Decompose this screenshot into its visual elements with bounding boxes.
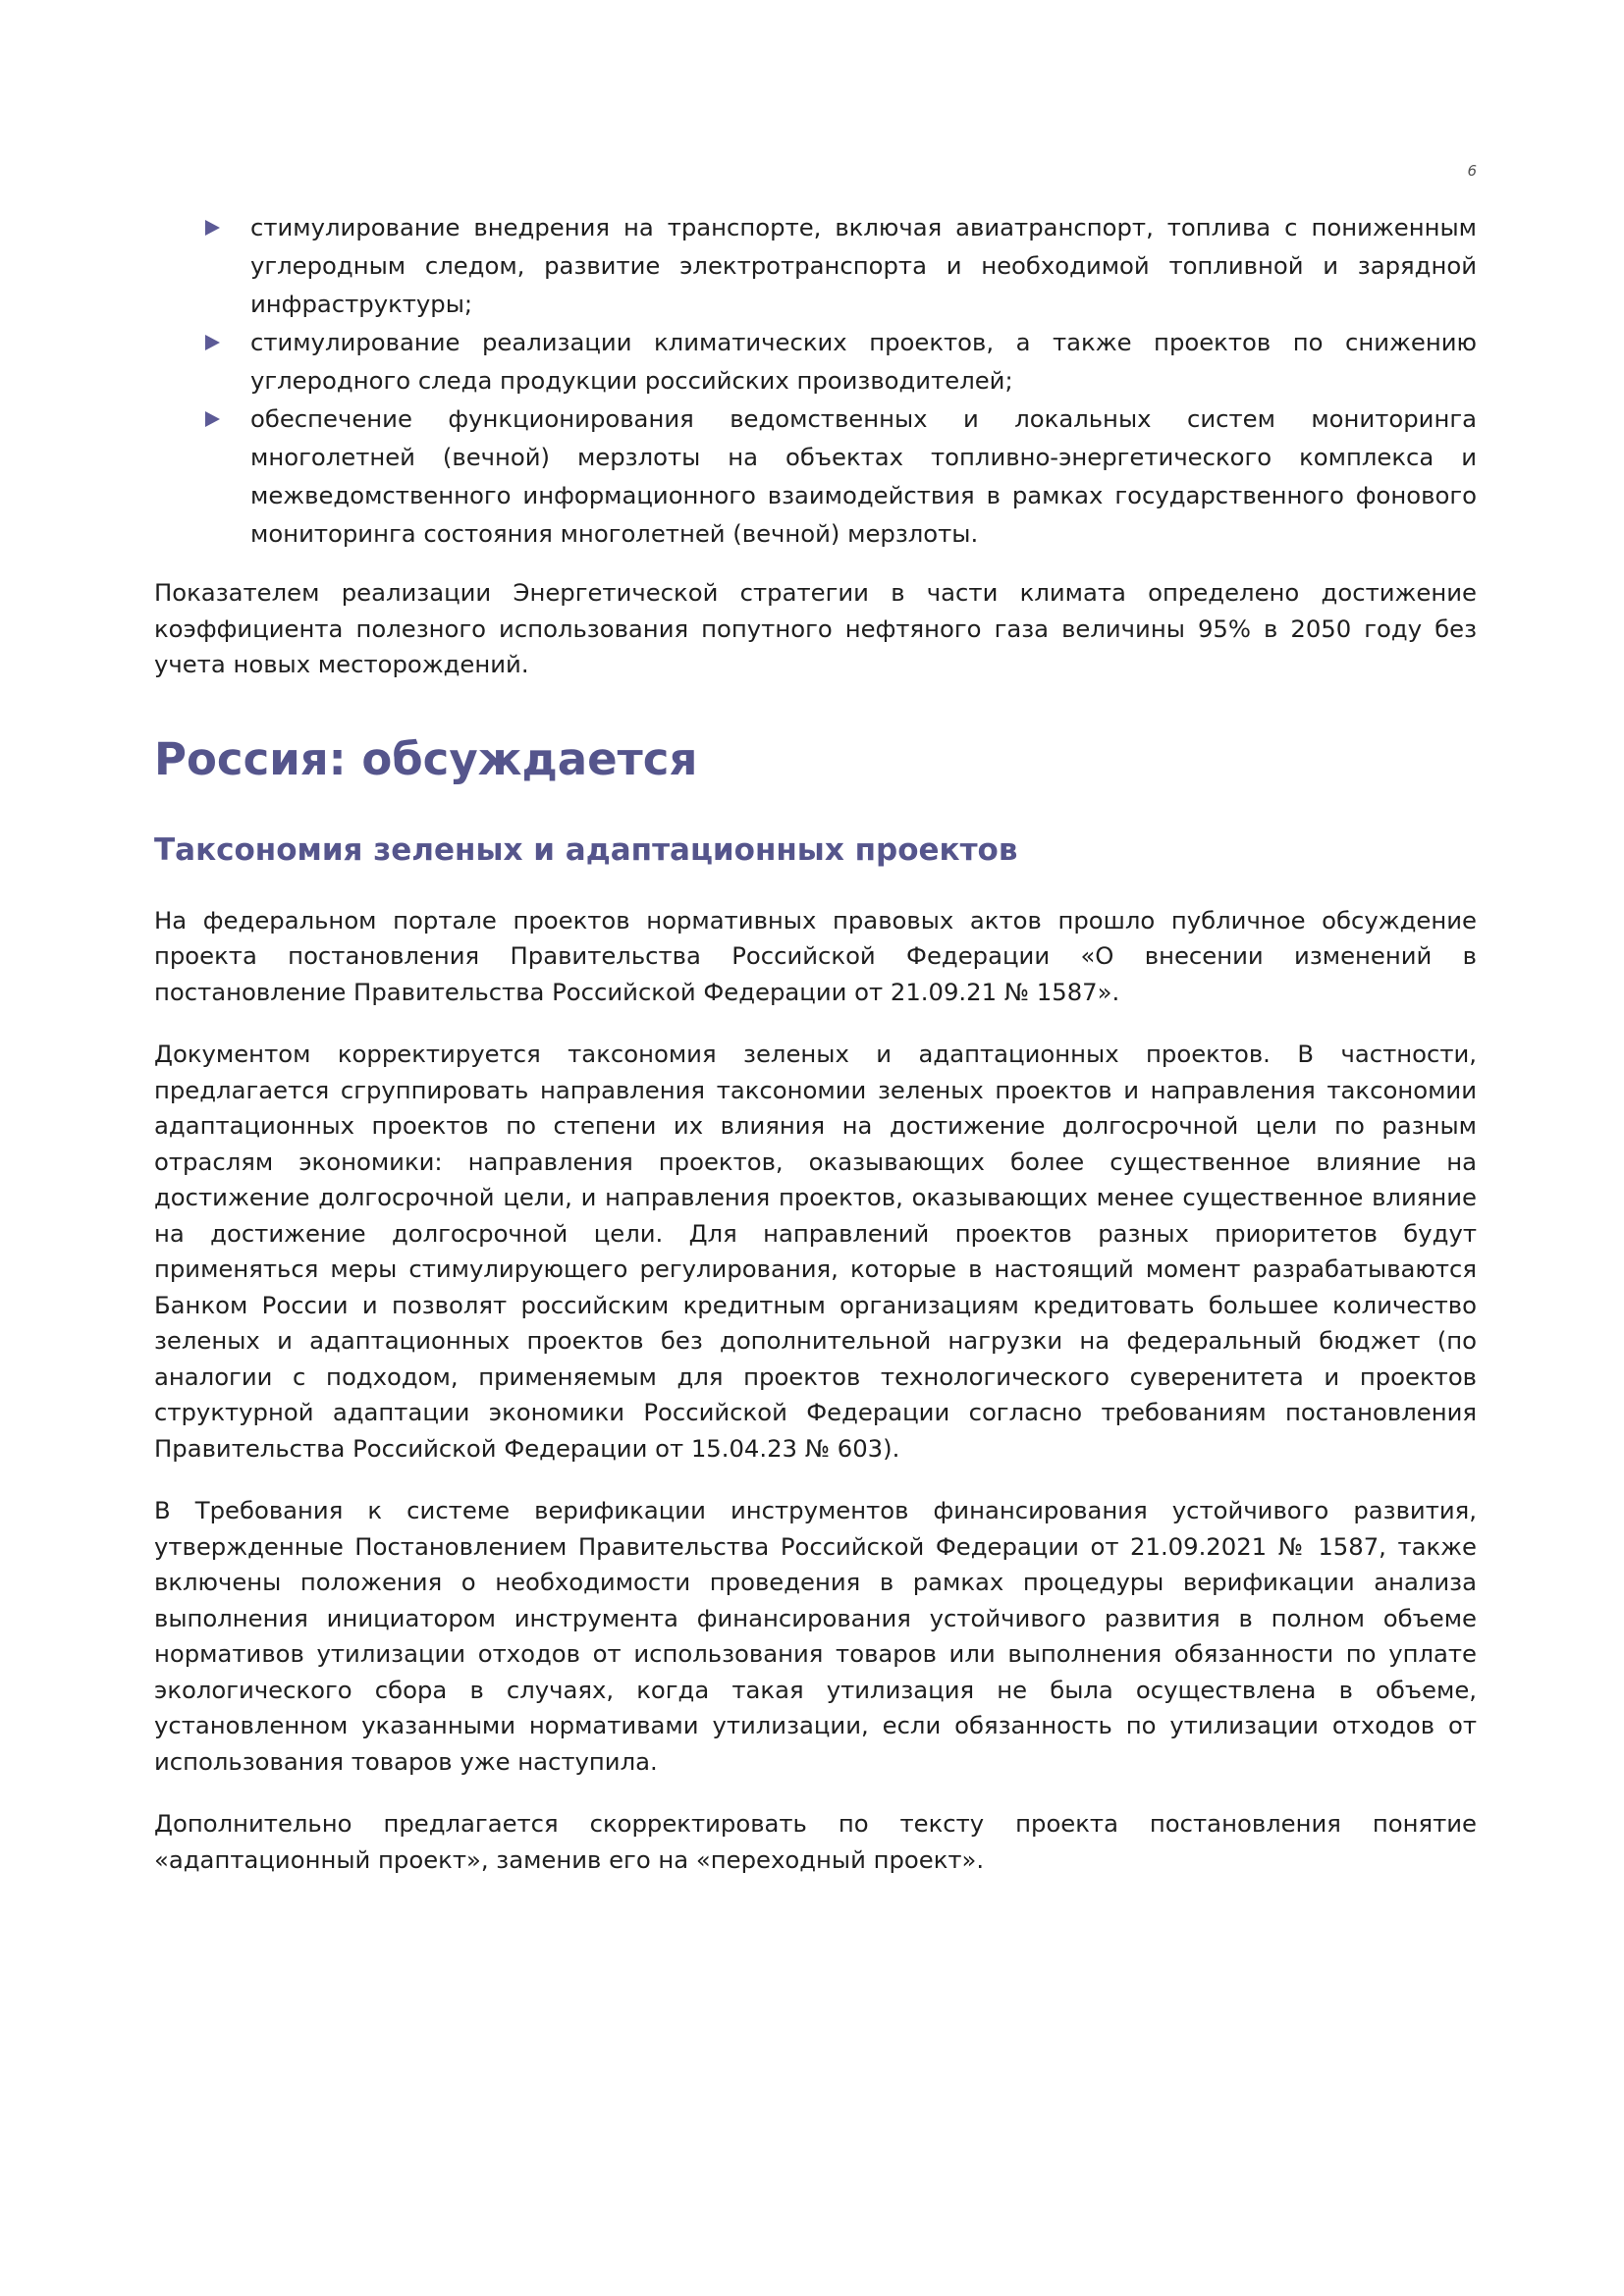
body-paragraph: В Требования к системе верификации инструментов финансирования устойчивого развития, утвержденные Постановлением Правительства Российской Федерации от 21.09.2021 № 1587, также включены положения о необходимости проведения в рамках процедуры верификации анализа выполнения инициатором инструмента финансирования устойчивого развития в полном объеме нормативов утилизации отходов от использования товаров или выполнения обязанности по уплате экологического сбора в случаях, когда такая утилизация не была осуществлена в объеме, установленном указанными нормативами утилизации, если обязанность по утилизации отходов от использования товаров уже наступила. xyxy=(154,1496,1477,1776)
list-item-text: стимулирование реализации климатических проектов, а также проектов по снижению углеродного следа продукции российских производителей; xyxy=(250,328,1477,395)
body-paragraph: Документом корректируется таксономия зеленых и адаптационных проектов. В частности, предлагается сгруппировать направления таксономии зеленых проектов и направления таксономии адаптационных проектов по степени их влияния на достижение долгосрочной цели по разным отраслям экономики: направления проектов, оказывающих более существенное влияние на достижение долгосрочной цели, и направления проектов, оказывающих менее существенное влияние на достижение долгосрочной цели. Для направлений проектов разных приоритетов будут применяться меры стимулирующего регулирования, которые в настоящий момент разрабатываются Банком России и позволят российским кредитным организациям кредитовать большее количество зеленых и адаптационных проектов без дополнительной нагрузки на федеральный бюджет (по аналогии с подходом, применяемым для проектов технологического суверенитета и проектов структурной адаптации экономики Российской Федерации согласно требованиям постановления Правительства Российской Федерации от 15.04.23 № 603). xyxy=(154,1040,1477,1463)
document-body xyxy=(154,208,1477,1878)
indicator-paragraph: Показателем реализации Энергетической стратегии в части климата определено достижение коэффициента полезного использования попутного нефтяного газа величины 95% в 2050 году без учета новых месторождений. xyxy=(154,578,1477,678)
list-item xyxy=(154,400,1477,553)
page-number: 6 xyxy=(1467,162,1477,180)
list-item xyxy=(154,323,1477,400)
list-item-text: стимулирование внедрения на транспорте, включая авиатранспорт, топлива с пониженным углеродным следом, развитие электротранспорта и необходимой топливной и зарядной инфраструктуры; xyxy=(250,213,1477,318)
body-paragraph: Дополнительно предлагается скорректировать по тексту проекта постановления понятие «адаптационный проект», заменив его на «переходный проект». xyxy=(154,1809,1477,1874)
triangle-bullet-icon xyxy=(205,411,220,427)
list-item xyxy=(154,208,1477,323)
triangle-bullet-icon xyxy=(205,220,220,236)
subsection-heading: Таксономия зеленых и адаптационных проектов xyxy=(154,831,1018,868)
body-paragraph: На федеральном портале проектов нормативных правовых актов прошло публичное обсуждение проекта постановления Правительства Российской Федерации «О внесении изменений в постановление Правительства Российской Федерации от 21.09.21 № 1587». xyxy=(154,905,1477,1006)
section-heading: Россия: обсуждается xyxy=(154,732,698,785)
bullet-list xyxy=(154,208,1477,553)
triangle-bullet-icon xyxy=(205,335,220,350)
list-item-text: обеспечение функционирования ведомственных и локальных систем мониторинга многолетней (вечной) мерзлоты на объектах топливно-энергетического комплекса и межведомственного информационного взаимодействия в рамках государственного фонового мониторинга состояния многолетней (вечной) мерзлоты. xyxy=(250,404,1477,548)
